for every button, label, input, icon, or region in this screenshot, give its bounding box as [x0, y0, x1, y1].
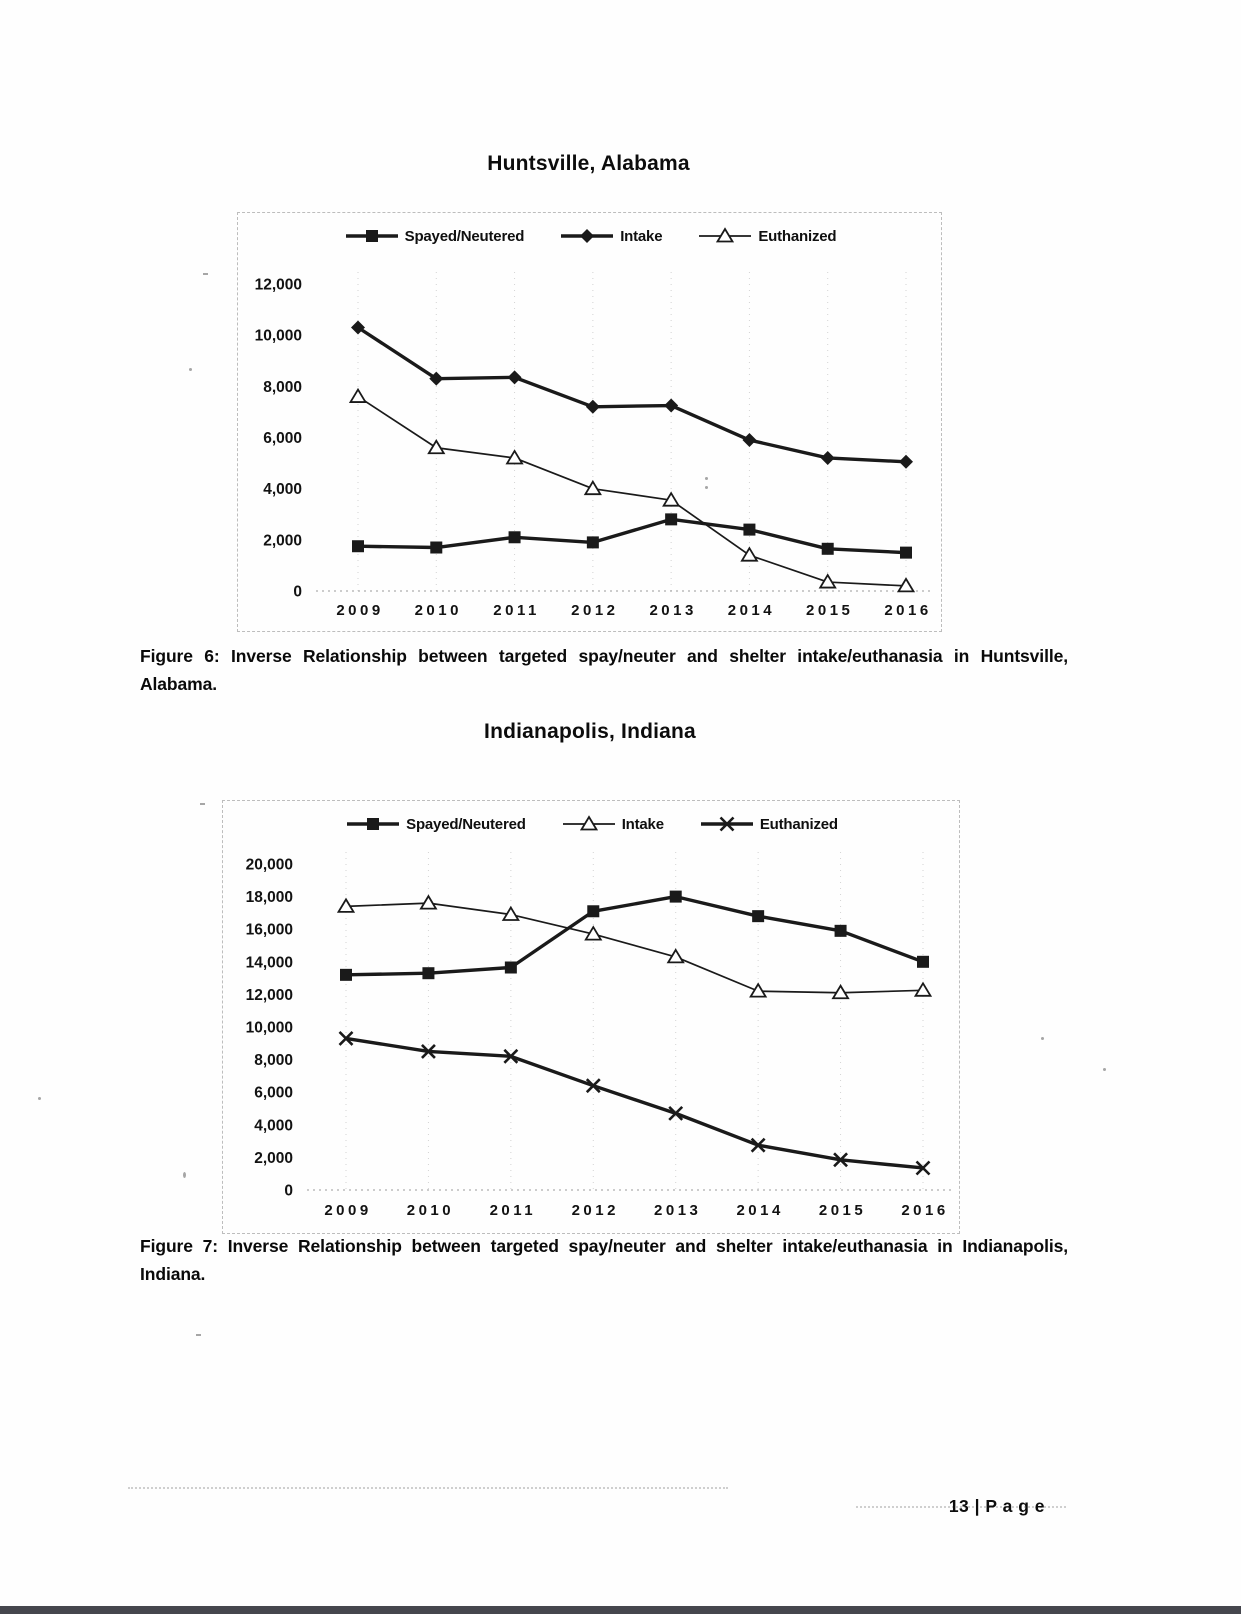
legend-marker-diamond-filled-icon — [558, 227, 616, 245]
marker-diamond-filled-icon — [664, 399, 678, 413]
marker-square-filled-icon — [366, 230, 378, 242]
legend-label: Spayed/Neutered — [404, 227, 525, 245]
scan-speck — [1103, 1068, 1106, 1071]
marker-square-filled-icon — [367, 818, 379, 830]
series-line-euthanized — [358, 397, 906, 586]
marker-square-filled-icon — [340, 969, 352, 981]
marker-square-filled-icon — [509, 531, 521, 543]
marker-diamond-filled-icon — [821, 451, 835, 465]
legend-label: Spayed/Neutered — [406, 815, 526, 833]
series-line-intake — [358, 327, 906, 461]
figure-7-chart-title: Indianapolis, Indiana — [484, 720, 696, 743]
y-tick-label: 6,000 — [263, 430, 302, 447]
x-tick-label: 2013 — [649, 602, 697, 619]
marker-triangle-open-icon — [742, 548, 757, 561]
legend-marker-triangle-open-icon — [696, 227, 754, 245]
x-tick-label: 2010 — [414, 602, 462, 619]
y-tick-label: 14,000 — [245, 954, 293, 972]
x-tick-label: 2015 — [818, 1202, 867, 1219]
legend-label: Intake — [621, 815, 664, 833]
x-tick-label: 2016 — [884, 602, 932, 619]
marker-square-filled-icon — [422, 967, 434, 979]
marker-square-filled-icon — [917, 956, 929, 968]
legend-label: Euthanized — [758, 227, 837, 245]
y-tick-label: 8,000 — [263, 378, 302, 396]
chart-plot-0 — [238, 257, 941, 631]
series-line-intake — [346, 903, 923, 993]
scan-speck — [189, 368, 192, 371]
scan-speck — [705, 477, 708, 480]
y-tick-label: 0 — [293, 583, 302, 601]
y-tick-label: 12,000 — [245, 986, 293, 1004]
y-tick-label: 8,000 — [254, 1052, 293, 1070]
legend-item-euthanized — [698, 815, 838, 833]
legend-label: Intake — [620, 227, 663, 245]
legend-item-intake — [558, 227, 662, 245]
x-tick-label: 2012 — [571, 602, 619, 619]
figure-7-caption: Figure 7: Inverse Relationship between targeted spay/neuter and shelter intake/euthanasia in Indianapolis, Indiana. — [140, 1236, 1068, 1285]
legend-item-intake — [560, 815, 664, 833]
y-tick-label: 2,000 — [254, 1149, 293, 1167]
marker-diamond-filled-icon — [742, 433, 756, 447]
y-tick-label: 18,000 — [245, 889, 293, 907]
marker-square-filled-icon — [587, 536, 599, 548]
legend-marker-triangle-open-icon — [560, 815, 618, 833]
marker-square-filled-icon — [670, 891, 682, 903]
scan-dotted-line — [128, 1487, 728, 1489]
y-tick-label: 2,000 — [263, 532, 302, 550]
x-tick-label: 2011 — [489, 1202, 537, 1219]
marker-triangle-open-icon — [429, 441, 444, 454]
x-tick-label: 2015 — [806, 602, 854, 619]
x-tick-label: 2013 — [654, 1202, 702, 1219]
marker-triangle-open-icon — [916, 983, 931, 996]
legend-marker-square-filled-icon — [344, 815, 402, 833]
x-tick-label: 2009 — [324, 1202, 372, 1219]
marker-diamond-filled-icon — [508, 370, 522, 384]
y-tick-label: 4,000 — [254, 1117, 293, 1135]
scan-speck — [38, 1097, 41, 1100]
marker-square-filled-icon — [900, 547, 912, 559]
x-tick-label: 2009 — [336, 602, 384, 619]
marker-square-filled-icon — [835, 925, 847, 937]
page-number: 13 | P a g e — [948, 1496, 1045, 1516]
scan-speck — [705, 486, 708, 489]
series-line-euthanized — [346, 1038, 923, 1168]
marker-diamond-filled-icon — [586, 400, 600, 414]
x-tick-label: 2012 — [571, 1202, 619, 1219]
scan-speck — [200, 803, 205, 805]
marker-triangle-open-icon — [820, 575, 835, 588]
figure-6-caption: Figure 6: Inverse Relationship between targeted spay/neuter and shelter intake/euthanasia in Huntsville, Alabama. — [140, 646, 1068, 695]
marker-square-filled-icon — [752, 910, 764, 922]
marker-diamond-filled-icon — [580, 229, 594, 243]
y-tick-label: 10,000 — [245, 1019, 293, 1037]
marker-square-filled-icon — [665, 513, 677, 525]
scan-bottom-bar — [0, 1606, 1241, 1614]
y-tick-label: 6,000 — [254, 1084, 293, 1102]
y-tick-label: 16,000 — [245, 921, 293, 939]
scan-speck — [203, 273, 208, 275]
x-tick-label: 2014 — [727, 602, 776, 619]
chart-0-legend — [238, 227, 941, 245]
y-tick-label: 20,000 — [245, 856, 293, 874]
figure-6-chart-title: Huntsville, Alabama — [487, 152, 690, 175]
y-tick-label: 0 — [284, 1182, 293, 1200]
x-tick-label: 2014 — [736, 1202, 784, 1219]
legend-marker-square-filled-icon — [343, 227, 401, 245]
marker-square-filled-icon — [505, 962, 517, 974]
chart-box-1 — [222, 800, 960, 1234]
legend-label: Euthanized — [759, 815, 838, 833]
legend-item-spayed-neutered — [343, 227, 525, 245]
marker-triangle-open-icon — [585, 482, 600, 495]
marker-triangle-open-icon — [421, 896, 436, 909]
scan-speck — [183, 1172, 186, 1178]
marker-triangle-open-icon — [351, 390, 366, 403]
legend-item-spayed-neutered — [344, 815, 526, 833]
legend-item-euthanized — [696, 227, 836, 245]
x-tick-label: 2010 — [406, 1202, 455, 1219]
y-tick-label: 12,000 — [254, 276, 302, 294]
chart-1-legend — [223, 815, 959, 833]
legend-marker-x-icon — [698, 815, 756, 833]
marker-diamond-filled-icon — [899, 455, 913, 469]
marker-triangle-open-icon — [751, 984, 766, 997]
chart-box-0 — [237, 212, 942, 632]
marker-square-filled-icon — [743, 524, 755, 536]
marker-square-filled-icon — [822, 543, 834, 555]
marker-square-filled-icon — [587, 905, 599, 917]
y-tick-label: 10,000 — [254, 327, 302, 345]
marker-square-filled-icon — [352, 540, 364, 552]
scan-speck — [196, 1334, 201, 1336]
y-tick-label: 4,000 — [263, 481, 302, 499]
chart-plot-1 — [223, 845, 959, 1233]
marker-square-filled-icon — [430, 542, 442, 554]
x-tick-label: 2011 — [493, 602, 540, 619]
scan-speck — [1041, 1037, 1044, 1040]
x-tick-label: 2016 — [901, 1202, 949, 1219]
